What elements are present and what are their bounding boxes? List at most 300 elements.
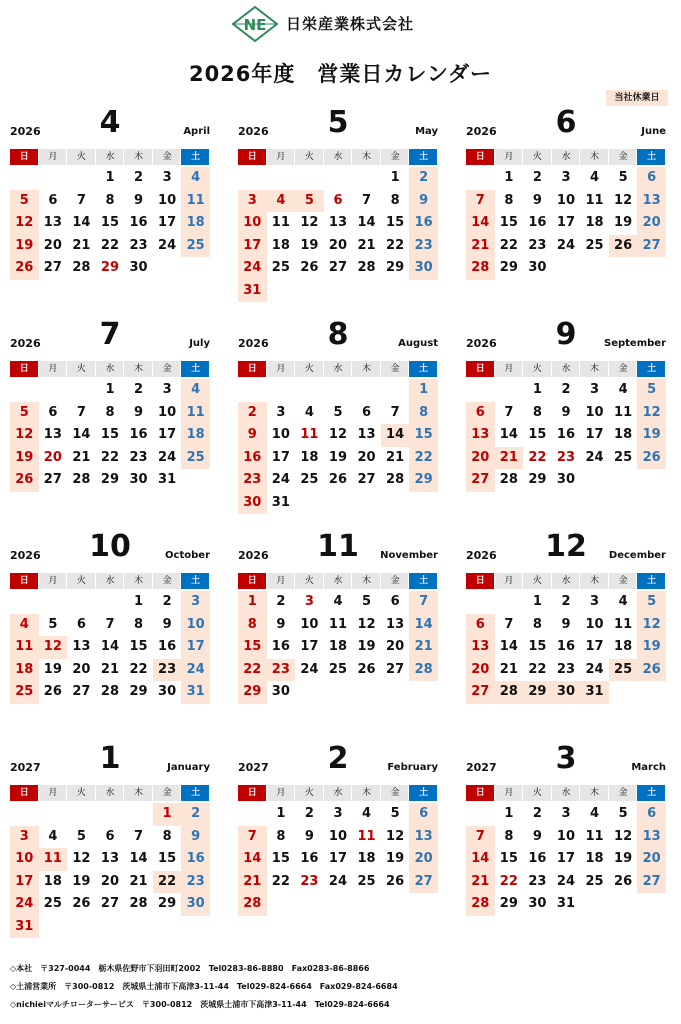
- day-grid: [238, 167, 438, 302]
- day-cell: 12: [614, 828, 633, 844]
- holiday-cell: 13: [637, 190, 666, 213]
- month-header: [10, 529, 210, 573]
- day-cell: 23: [556, 449, 576, 465]
- weekday-label: 水: [552, 573, 581, 589]
- month-year: 2027: [466, 761, 497, 774]
- month-number: 4: [99, 105, 121, 140]
- empty-cell: [238, 167, 267, 190]
- weekday-label: 水: [324, 785, 353, 801]
- holiday-cell: 16: [238, 447, 267, 470]
- day-cell: 26: [357, 661, 376, 677]
- day-cell: 3: [561, 806, 571, 821]
- month-name: January: [167, 762, 210, 773]
- holiday-cell: 10: [238, 212, 267, 235]
- day-cell: 12: [300, 215, 319, 230]
- weekday-label: 金: [153, 361, 182, 377]
- day-cell: 1: [504, 170, 514, 185]
- day-cell: 20: [386, 639, 405, 654]
- day-cell: 22: [271, 873, 290, 889]
- day-cell: 21: [129, 873, 148, 889]
- month-number: 1: [99, 741, 121, 776]
- day-cell: 6: [362, 404, 372, 420]
- holiday-cell: 11: [181, 402, 210, 425]
- footer: [10, 960, 670, 1014]
- holiday-cell: 31: [181, 681, 210, 704]
- weekday-header-row: [10, 573, 210, 590]
- weekday-header-row: [466, 149, 666, 166]
- empty-cell: [10, 167, 39, 190]
- day-cell: 5: [48, 616, 58, 632]
- weekday-label: 月: [39, 573, 68, 589]
- weekday-label: 火: [295, 361, 324, 377]
- day-cell: 26: [300, 260, 319, 275]
- month-name: February: [387, 762, 438, 773]
- day-cell: 24: [556, 873, 576, 889]
- month-calendar: [238, 105, 438, 302]
- weekday-header-row: [466, 361, 666, 378]
- day-cell: 16: [528, 851, 547, 866]
- holiday-cell: 18: [10, 659, 39, 682]
- month-year: 2026: [238, 337, 269, 350]
- day-cell: 11: [328, 616, 348, 632]
- day-cell: 10: [328, 828, 348, 844]
- month-header: [466, 105, 666, 149]
- day-cell: 24: [271, 472, 290, 487]
- day-cell: 14: [72, 427, 91, 442]
- day-cell: 28: [72, 260, 91, 275]
- day-cell: 20: [100, 873, 120, 889]
- weekday-header-row: [238, 785, 438, 802]
- footer-line-tsuchiura: ◇土浦営業所 〒300-0812 茨城県土浦市下高津3-11-44 Tel029-824-6664 Fax029-824-6684: [10, 982, 398, 991]
- day-cell: 7: [134, 828, 144, 844]
- month-header: [466, 529, 666, 573]
- weekday-label: 水: [324, 573, 353, 589]
- holiday-cell: 1: [153, 803, 182, 826]
- day-cell: 2: [532, 170, 542, 185]
- empty-cell: [466, 591, 495, 614]
- day-cell: 29: [386, 260, 405, 275]
- day-cell: 8: [504, 828, 514, 844]
- empty-cell: [10, 591, 39, 614]
- weekday-label: 月: [495, 149, 524, 165]
- day-cell: 3: [162, 382, 172, 397]
- weekday-label: 木: [124, 149, 153, 165]
- day-cell: 18: [357, 851, 376, 866]
- day-cell: 12: [328, 427, 348, 442]
- holiday-cell: 20: [466, 659, 495, 682]
- month-year: 2026: [10, 125, 41, 138]
- day-cell: 27: [328, 260, 348, 275]
- day-cell: 12: [72, 851, 91, 866]
- holiday-cell: 2: [409, 167, 438, 190]
- holiday-cell: 22: [153, 871, 182, 894]
- month-name: June: [641, 126, 666, 137]
- day-cell: 29: [528, 472, 547, 487]
- day-cell: 19: [43, 661, 62, 677]
- weekday-label: 日: [466, 149, 495, 165]
- holiday-cell: 23: [238, 469, 267, 492]
- month-number: 2: [327, 741, 349, 776]
- month-header: [10, 741, 210, 785]
- holiday-cell: 20: [637, 212, 666, 235]
- month-header: [238, 105, 438, 149]
- weekday-label: 土: [637, 573, 666, 589]
- day-cell: 2: [532, 806, 542, 821]
- day-cell: 15: [100, 215, 120, 230]
- day-cell: 25: [328, 661, 348, 677]
- day-cell: 2: [134, 382, 144, 397]
- holiday-cell: 18: [181, 212, 210, 235]
- empty-cell: [352, 167, 381, 190]
- month-year: 2026: [466, 125, 497, 138]
- day-cell: 5: [390, 806, 400, 821]
- day-cell: 8: [105, 404, 115, 420]
- empty-cell: [67, 379, 96, 402]
- day-cell: 31: [158, 472, 177, 487]
- day-cell: 2: [304, 806, 314, 821]
- footer-line-multirotor: ◇nichieiマルチローターサービス 〒300-0812 茨城県土浦市下高津3-11-44 Tel029-824-6664: [10, 1000, 390, 1009]
- holiday-cell: 12: [39, 636, 68, 659]
- holiday-cell: 6: [637, 803, 666, 826]
- weekday-label: 土: [181, 361, 210, 377]
- holiday-cell: 9: [181, 826, 210, 849]
- month-calendar: [238, 741, 438, 916]
- month-header: [238, 529, 438, 573]
- weekday-label: 金: [609, 573, 638, 589]
- day-cell: 13: [43, 215, 62, 230]
- company-name: 日栄産業株式会社: [286, 15, 415, 33]
- day-cell: 30: [158, 684, 177, 699]
- day-cell: 10: [271, 427, 290, 442]
- weekday-header-row: [238, 149, 438, 166]
- holiday-cell: 27: [409, 871, 438, 894]
- day-cell: 5: [618, 806, 628, 821]
- weekday-label: 火: [67, 573, 96, 589]
- weekday-label: 月: [267, 361, 296, 377]
- day-cell: 29: [100, 260, 120, 275]
- holiday-cell: 12: [10, 424, 39, 447]
- day-cell: 31: [271, 494, 290, 510]
- month-number: 11: [317, 529, 359, 564]
- holiday-cell: 14: [466, 212, 495, 235]
- day-cell: 22: [100, 237, 120, 253]
- day-cell: 12: [614, 192, 633, 208]
- day-cell: 17: [158, 427, 177, 442]
- holiday-cell: 26: [637, 447, 666, 470]
- day-cell: 5: [333, 404, 343, 420]
- holiday-cell: 2: [181, 803, 210, 826]
- weekday-label: 木: [352, 785, 381, 801]
- holiday-cell: 30: [238, 492, 267, 515]
- holiday-cell: 12: [637, 402, 666, 425]
- day-cell: 19: [300, 237, 319, 253]
- month-name: December: [608, 550, 666, 561]
- holiday-cell: 4: [10, 614, 39, 637]
- day-cell: 27: [386, 661, 405, 677]
- weekday-label: 金: [381, 573, 410, 589]
- holiday-cell: 5: [637, 591, 666, 614]
- day-cell: 25: [614, 449, 633, 465]
- holiday-cell: 21: [466, 871, 495, 894]
- day-cell: 23: [129, 449, 148, 465]
- day-cell: 17: [556, 851, 576, 866]
- holiday-cell: 5: [10, 190, 39, 213]
- holiday-cell: 11: [39, 848, 68, 871]
- month-header: [238, 741, 438, 785]
- month-year: 2026: [238, 125, 269, 138]
- day-cell: 24: [158, 449, 177, 465]
- weekday-label: 土: [637, 361, 666, 377]
- weekday-label: 月: [267, 149, 296, 165]
- month-year: 2026: [466, 337, 497, 350]
- day-cell: 24: [556, 237, 576, 253]
- day-cell: 6: [105, 828, 115, 844]
- weekday-label: 水: [324, 149, 353, 165]
- month-calendar: [466, 741, 666, 916]
- day-cell: 5: [618, 170, 628, 185]
- holiday-cell: 23: [267, 659, 296, 682]
- holiday-cell: 17: [10, 871, 39, 894]
- month-number: 3: [555, 741, 577, 776]
- day-cell: 10: [585, 404, 604, 420]
- day-cell: 31: [556, 896, 576, 911]
- day-cell: 24: [300, 661, 319, 677]
- weekday-label: 日: [238, 785, 267, 801]
- day-cell: 28: [100, 684, 120, 699]
- month-year: 2026: [10, 549, 41, 562]
- holiday-cell: 2: [238, 402, 267, 425]
- weekday-header-row: [10, 361, 210, 378]
- day-cell: 27: [100, 896, 120, 911]
- empty-cell: [352, 379, 381, 402]
- holiday-cell: 28: [466, 893, 495, 916]
- weekday-label: 土: [181, 149, 210, 165]
- weekday-label: 日: [10, 785, 39, 801]
- day-cell: 1: [390, 170, 400, 185]
- day-cell: 13: [386, 616, 405, 632]
- empty-cell: [466, 379, 495, 402]
- day-cell: 13: [328, 215, 348, 230]
- weekday-label: 土: [409, 149, 438, 165]
- holiday-cell: 13: [409, 826, 438, 849]
- holiday-legend: 当社休業日: [606, 90, 668, 106]
- day-cell: 7: [105, 616, 115, 632]
- day-cell: 30: [528, 260, 547, 275]
- holiday-cell: 7: [409, 591, 438, 614]
- day-cell: 17: [585, 639, 604, 654]
- holiday-cell: 14: [409, 614, 438, 637]
- day-cell: 14: [499, 427, 518, 442]
- month-name: August: [398, 338, 438, 349]
- day-cell: 27: [357, 472, 376, 487]
- day-cell: 20: [328, 237, 348, 253]
- holiday-cell: 21: [495, 447, 524, 470]
- empty-cell: [466, 167, 495, 190]
- month-year: 2027: [238, 761, 269, 774]
- weekday-label: 火: [295, 785, 324, 801]
- day-cell: 4: [333, 594, 343, 609]
- day-cell: 20: [43, 449, 62, 465]
- day-cell: 8: [504, 192, 514, 208]
- day-cell: 10: [300, 616, 319, 632]
- day-cell: 11: [271, 215, 290, 230]
- holiday-cell: 25: [181, 447, 210, 470]
- day-cell: 6: [48, 404, 58, 420]
- holiday-cell: 21: [466, 235, 495, 258]
- day-cell: 27: [43, 260, 62, 275]
- day-cell: 22: [129, 661, 148, 677]
- holiday-cell: 1: [238, 591, 267, 614]
- day-cell: 1: [276, 806, 286, 821]
- empty-cell: [295, 379, 324, 402]
- empty-cell: [10, 803, 39, 826]
- weekday-label: 木: [352, 361, 381, 377]
- day-cell: 6: [333, 192, 343, 208]
- month-header: [10, 317, 210, 361]
- weekday-label: 火: [67, 361, 96, 377]
- day-cell: 8: [532, 616, 542, 632]
- month-calendar: [466, 105, 666, 280]
- day-cell: 29: [499, 896, 518, 911]
- day-cell: 9: [532, 192, 542, 208]
- day-cell: 7: [362, 192, 372, 208]
- weekday-label: 月: [267, 573, 296, 589]
- day-cell: 6: [48, 192, 58, 208]
- day-cell: 18: [614, 639, 633, 654]
- weekday-label: 金: [381, 361, 410, 377]
- day-cell: 9: [134, 192, 144, 208]
- day-cell: 22: [528, 661, 547, 677]
- empty-cell: [39, 167, 68, 190]
- day-cell: 3: [276, 404, 286, 420]
- weekday-label: 金: [609, 149, 638, 165]
- weekday-label: 火: [523, 785, 552, 801]
- holiday-cell: 7: [466, 190, 495, 213]
- day-cell: 21: [499, 661, 518, 677]
- weekday-label: 火: [67, 785, 96, 801]
- weekday-label: 水: [552, 361, 581, 377]
- day-cell: 3: [333, 806, 343, 821]
- weekday-label: 日: [10, 573, 39, 589]
- holiday-cell: 11: [181, 190, 210, 213]
- holiday-cell: 7: [238, 826, 267, 849]
- page-header: [0, 0, 681, 90]
- holiday-cell: 25: [181, 235, 210, 258]
- weekday-label: 水: [96, 149, 125, 165]
- day-cell: 15: [528, 639, 547, 654]
- day-cell: 27: [43, 472, 62, 487]
- day-cell: 11: [585, 192, 604, 208]
- weekday-header-row: [10, 149, 210, 166]
- holiday-cell: 27: [637, 871, 666, 894]
- weekday-label: 月: [267, 785, 296, 801]
- month-name: May: [415, 126, 438, 137]
- holiday-cell: 15: [238, 636, 267, 659]
- day-cell: 2: [561, 382, 571, 397]
- holiday-cell: 9: [238, 424, 267, 447]
- month-name: September: [604, 338, 666, 349]
- day-cell: 1: [532, 594, 542, 609]
- day-cell: 16: [271, 639, 290, 654]
- day-cell: 19: [72, 873, 91, 889]
- day-cell: 28: [357, 260, 376, 275]
- day-cell: 17: [271, 449, 290, 465]
- day-cell: 16: [129, 215, 148, 230]
- weekday-label: 土: [181, 785, 210, 801]
- month-number: 12: [545, 529, 587, 564]
- holiday-cell: 13: [466, 636, 495, 659]
- day-grid: [238, 591, 438, 704]
- month-name: November: [380, 550, 438, 561]
- holiday-cell: 20: [409, 848, 438, 871]
- weekday-label: 金: [609, 785, 638, 801]
- holiday-cell: 7: [466, 826, 495, 849]
- day-cell: 14: [357, 215, 376, 230]
- day-cell: 23: [556, 661, 576, 677]
- day-cell: 22: [499, 873, 518, 889]
- empty-cell: [39, 803, 68, 826]
- holiday-cell: 28: [409, 659, 438, 682]
- weekday-label: 土: [181, 573, 210, 589]
- weekday-label: 土: [409, 573, 438, 589]
- weekday-label: 火: [523, 573, 552, 589]
- day-cell: 30: [129, 472, 148, 487]
- weekday-label: 日: [466, 573, 495, 589]
- empty-cell: [67, 167, 96, 190]
- holiday-cell: 29: [238, 681, 267, 704]
- day-cell: 14: [129, 851, 148, 866]
- day-cell: 26: [43, 684, 62, 699]
- day-cell: 19: [614, 215, 633, 230]
- holiday-cell: 1: [409, 379, 438, 402]
- weekday-label: 土: [409, 785, 438, 801]
- holiday-cell: 24: [238, 257, 267, 280]
- day-cell: 26: [386, 873, 405, 889]
- day-cell: 13: [100, 851, 120, 866]
- day-cell: 17: [158, 215, 177, 230]
- day-cell: 15: [271, 851, 290, 866]
- day-cell: 14: [499, 639, 518, 654]
- holiday-cell: 8: [409, 402, 438, 425]
- day-cell: 7: [504, 404, 514, 420]
- month-calendar: [466, 317, 666, 492]
- day-cell: 22: [100, 449, 120, 465]
- holiday-cell: 28: [238, 893, 267, 916]
- day-cell: 6: [76, 616, 86, 632]
- day-grid: [466, 591, 666, 704]
- day-cell: 4: [590, 806, 600, 821]
- holiday-cell: 4: [267, 190, 296, 213]
- holiday-cell: 31: [238, 280, 267, 303]
- month-header: [238, 317, 438, 361]
- holiday-cell: 22: [238, 659, 267, 682]
- day-cell: 6: [390, 594, 400, 609]
- month-calendar: [10, 105, 210, 280]
- holiday-cell: 19: [637, 424, 666, 447]
- weekday-label: 日: [238, 361, 267, 377]
- holiday-cell: 31: [10, 916, 39, 939]
- day-cell: 15: [499, 851, 518, 866]
- month-number: 8: [327, 317, 349, 352]
- month-year: 2026: [466, 549, 497, 562]
- month-number: 6: [555, 105, 577, 140]
- month-number: 5: [327, 105, 349, 140]
- day-cell: 15: [100, 427, 120, 442]
- day-cell: 16: [556, 427, 576, 442]
- day-cell: 25: [43, 896, 62, 911]
- holiday-cell: 24: [10, 893, 39, 916]
- weekday-label: 火: [295, 149, 324, 165]
